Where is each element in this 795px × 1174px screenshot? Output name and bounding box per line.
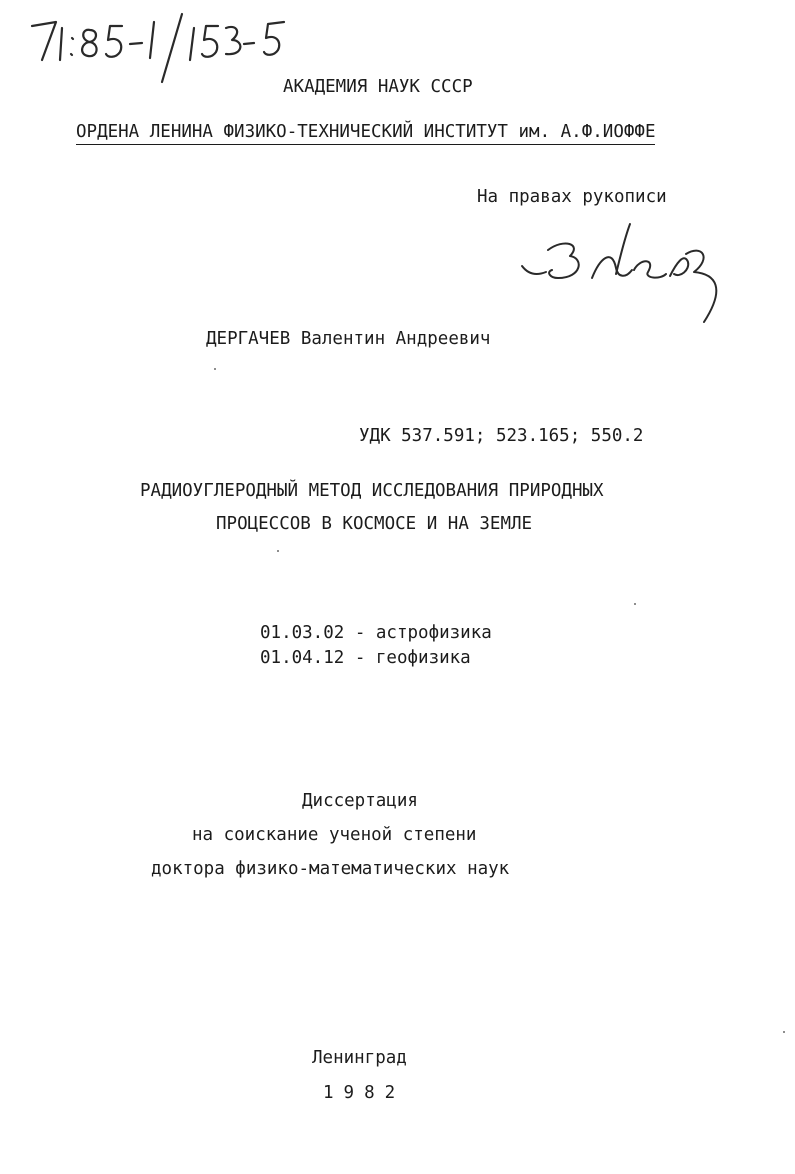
- publication-place: Ленинград: [312, 1048, 407, 1068]
- specialty-geophysics: 01.04.12 - геофизика: [260, 648, 471, 668]
- academy-name: АКАДЕМИЯ НАУК СССР: [283, 77, 473, 97]
- udc-code: УДК 537.591; 523.165; 550.2: [359, 426, 644, 446]
- handwritten-signature: [520, 218, 745, 328]
- scan-speck: [634, 603, 636, 605]
- author-name: ДЕРГАЧЕВ Валентин Андреевич: [206, 329, 491, 349]
- degree-field: доктора физико-математических наук: [151, 859, 510, 879]
- degree-purpose: на соискание ученой степени: [192, 825, 477, 845]
- scan-speck: [214, 368, 216, 370]
- archive-handwritten-mark: [22, 8, 292, 88]
- scan-speck: [783, 1031, 785, 1033]
- dissertation-title-line-2: ПРОЦЕССОВ В КОСМОСЕ И НА ЗЕМЛЕ: [216, 514, 533, 534]
- specialty-astrophysics: 01.03.02 - астрофизика: [260, 623, 492, 643]
- institute-name: ОРДЕНА ЛЕНИНА ФИЗИКО-ТЕХНИЧЕСКИЙ ИНСТИТУТ им. А.Ф.ИОФФЕ: [76, 121, 655, 145]
- manuscript-note: На правах рукописи: [477, 187, 667, 207]
- degree-type: Диссертация: [302, 791, 418, 811]
- publication-year: 1982: [323, 1083, 406, 1103]
- dissertation-title-line-1: РАДИОУГЛЕРОДНЫЙ МЕТОД ИССЛЕДОВАНИЯ ПРИРОДНЫХ: [140, 481, 604, 501]
- scan-speck: [277, 550, 279, 552]
